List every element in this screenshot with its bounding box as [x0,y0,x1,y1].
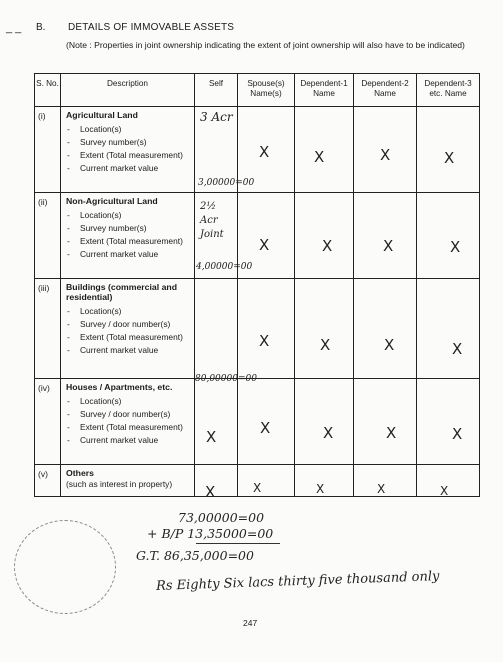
sub-item: - Current market value [61,435,194,445]
cross-mark: X [259,236,270,254]
cross-mark: X [384,336,395,354]
grand-total: G.T. 86,35,000=00 [136,548,254,563]
seal-stamp [14,520,116,614]
sub-item: - Survey / door number(s) [61,319,194,329]
section-title: DETAILS OF IMMOVABLE ASSETS [68,22,235,33]
sub-item: - Survey number(s) [61,223,194,233]
self-extent-agri: 3 Acr [200,110,233,124]
sub-item: - Location(s) [61,124,194,134]
row-sno: (i) [35,107,61,193]
cross-mark: X [377,482,386,496]
sub-item: - Extent (Total measurement) [61,332,194,342]
page-number: 247 [243,618,258,628]
row-title: Houses / Apartments, etc. [66,382,173,392]
self-value-nonagri: 4,00000=00 [196,262,253,272]
spouse-cell [238,279,295,379]
row-title: Others [66,468,95,478]
self-value-buildings: 80,00000=00 [195,374,257,384]
cross-mark: X [380,146,391,164]
col-dependent-2: Dependent-2 Name [354,74,417,107]
cross-mark: X [383,237,394,255]
row-description [61,193,195,279]
sub-item: - Extent (Total measurement) [61,422,194,432]
cross-mark: X [444,149,455,167]
total-underline [196,543,280,544]
table-header-row [35,74,480,107]
sub-item: - Location(s) [61,210,194,220]
col-sno: S. No. [35,74,61,107]
cross-mark: X [322,237,333,255]
row-sno: (iv) [35,379,61,465]
row-description [61,279,195,379]
cross-mark: X [260,419,271,437]
table-row [35,107,480,193]
immovable-assets-table [34,73,480,497]
cross-mark: X [259,143,270,161]
self-extent-nonagri: 2½ Acr Joint [200,201,224,240]
dep3-cell [417,379,480,465]
row-description [61,379,195,465]
spouse-cell [238,465,295,497]
sub-item: - Current market value [61,345,194,355]
table-row [35,279,480,379]
sub-item: - Current market value [61,163,194,173]
row-title: Agricultural Land [66,110,138,120]
row-sno: (ii) [35,193,61,279]
col-dependent-3: Dependent-3 etc. Name [417,74,480,107]
section-letter: B. [36,22,46,33]
sub-item: - Location(s) [61,306,194,316]
cross-mark: X [452,340,463,358]
dep2-cell [354,379,417,465]
total-line-2: + B/P 13,35000=00 [147,526,274,541]
col-dependent-1: Dependent-1 Name [295,74,354,107]
cross-mark: X [450,238,461,256]
self-cross-others: X [205,483,216,501]
cross-mark: X [320,336,331,354]
self-value-agri: 3,00000=00 [198,178,255,188]
dep1-cell [295,193,354,279]
total-in-words: Rs Eighty Six lacs thirty five thousand only [155,569,440,594]
self-cell [195,465,238,497]
cross-mark: X [440,484,449,498]
sub-item: - Survey / door number(s) [61,409,194,419]
row-description [61,465,195,497]
sub-item: - Extent (Total measurement) [61,150,194,160]
cross-mark: X [323,424,334,442]
cross-mark: X [314,148,325,166]
sub-item: - Current market value [61,249,194,259]
row-subtitle: (such as interest in property) [66,479,173,489]
col-self: Self [195,74,238,107]
sub-item: - Location(s) [61,396,194,406]
row-title: Buildings (commercial and residential) [66,282,178,302]
section-note: (Note : Properties in joint ownership indicating the extent of joint ownership will also have to be indicated) [66,40,465,50]
row-sno: (v) [35,465,61,497]
dep2-cell [354,193,417,279]
cross-mark: X [316,482,325,496]
table-row [35,379,480,465]
cross-mark: X [253,481,262,495]
dep1-cell [295,279,354,379]
row-description [61,107,195,193]
dep2-cell [354,279,417,379]
total-line-1: 73,00000=00 [178,510,265,525]
cross-mark: X [452,425,463,443]
cross-mark: X [259,332,270,350]
cross-mark: X [386,424,397,442]
sub-item: - Extent (Total measurement) [61,236,194,246]
self-cross-houses: X [206,428,217,446]
dep1-cell [295,379,354,465]
table-row [35,193,480,279]
sub-item: - Survey number(s) [61,137,194,147]
row-title: Non-Agricultural Land [66,196,158,206]
col-description: Description [61,74,195,107]
col-spouse: Spouse(s) Name(s) [238,74,295,107]
dep3-cell [417,279,480,379]
row-sno: (iii) [35,279,61,379]
dep3-cell [417,193,480,279]
self-cell [195,379,238,465]
header-dash: _ _ [6,22,22,34]
self-cell [195,279,238,379]
